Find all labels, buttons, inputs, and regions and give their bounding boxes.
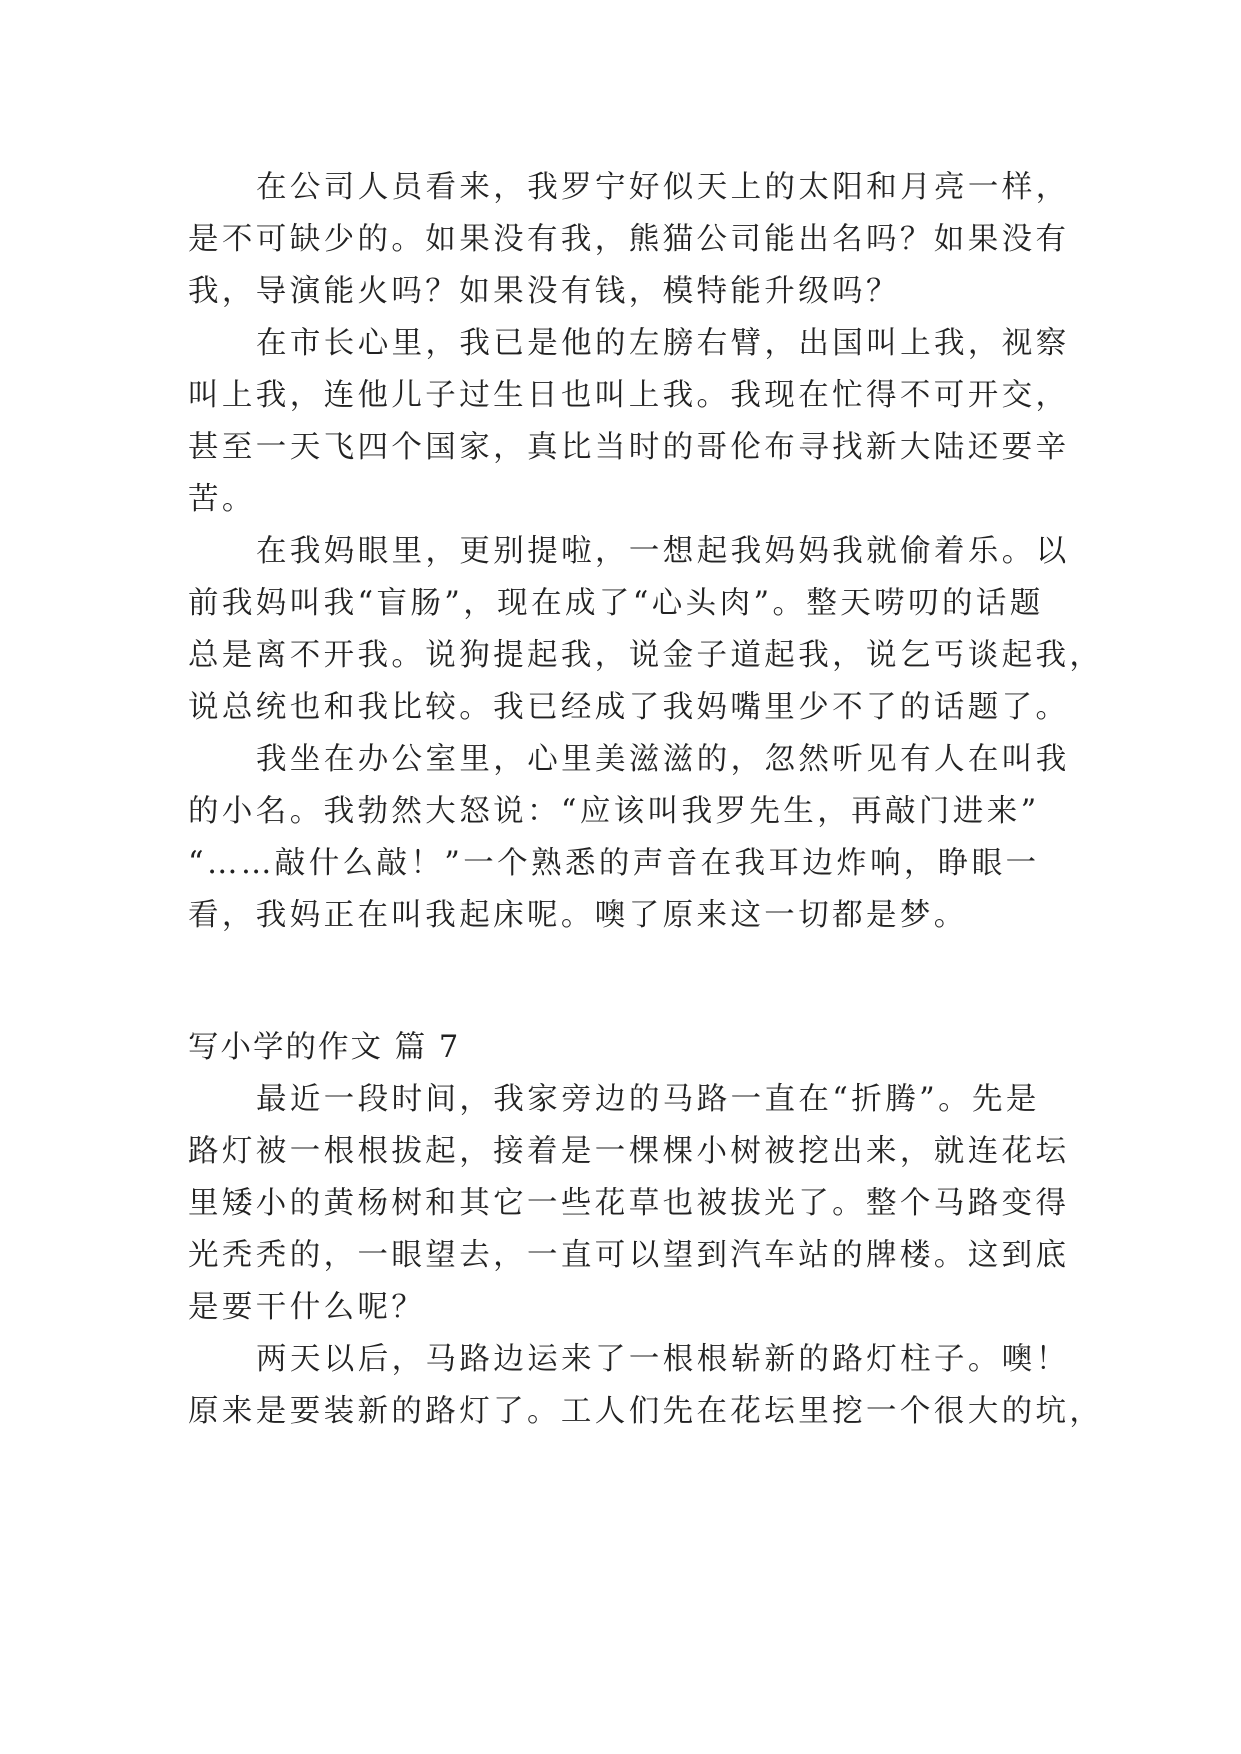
text-line: 我坐在办公室里，心里美滋滋的，忽然听见有人在叫我 [256,742,1070,777]
text-line: 苦。 [188,482,256,517]
text-line: 我，导演能火吗？如果没有钱，模特能升级吗？ [188,274,900,309]
text-line: 在公司人员看来，我罗宁好似天上的太阳和月亮一样， [256,170,1070,205]
text-line: 说总统也和我比较。我已经成了我妈嘴里少不了的话题了。 [188,690,1070,725]
text-line: 甚至一天飞四个国家，真比当时的哥伦布寻找新大陆还要辛 [188,430,1070,465]
text-line: 最近一段时间，我家旁边的马路一直在“折腾”。先是 [256,1082,1040,1117]
text-line: 前我妈叫我“盲肠”，现在成了“心头肉”。整天唠叨的话题 [188,586,1044,621]
text-line: 里矮小的黄杨树和其它一些花草也被拔光了。整个马路变得 [188,1186,1070,1221]
text-line: 看，我妈正在叫我起床呢。噢了原来这一切都是梦。 [188,898,968,933]
text-line: 在我妈眼里，更别提啦，一想起我妈妈我就偷着乐。以 [256,534,1070,569]
paragraph [188,1074,1070,1334]
text-line: 原来是要装新的路灯了。工人们先在花坛里挖一个很大的坑， [188,1394,1104,1429]
text-line: 两天以后，马路边运来了一根根崭新的路灯柱子。噢！ [256,1342,1070,1377]
document-body [188,162,1104,1438]
text-line: 叫上我，连他儿子过生日也叫上我。我现在忙得不可开交， [188,378,1070,413]
paragraph [188,526,1104,734]
text-line: 总是离不开我。说狗提起我，说金子道起我，说乞丐谈起我， [188,638,1104,673]
paragraph [188,318,1070,526]
text-line: 在市长心里，我已是他的左膀右臂，出国叫上我，视察 [256,326,1070,361]
text-line: 是不可缺少的。如果没有我，熊猫公司能出名吗？如果没有 [188,222,1070,257]
text-line: 路灯被一根根拔起，接着是一棵棵小树被挖出来，就连花坛 [188,1134,1070,1169]
text-line: 的小名。我勃然大怒说：“应该叫我罗先生，再敲门进来” [188,794,1040,829]
text-line: 是要干什么呢？ [188,1290,426,1325]
paragraph [188,734,1070,942]
paragraph [188,162,1070,318]
text-line: 光秃秃的，一眼望去，一直可以望到汽车站的牌楼。这到底 [188,1238,1070,1273]
paragraph [188,1334,1104,1438]
section-spacer [188,942,1058,1022]
section-heading: 写小学的作文 篇 7 [188,1030,461,1065]
text-line: “……敲什么敲！”一个熟悉的声音在我耳边炸响，睁眼一 [188,846,1040,881]
